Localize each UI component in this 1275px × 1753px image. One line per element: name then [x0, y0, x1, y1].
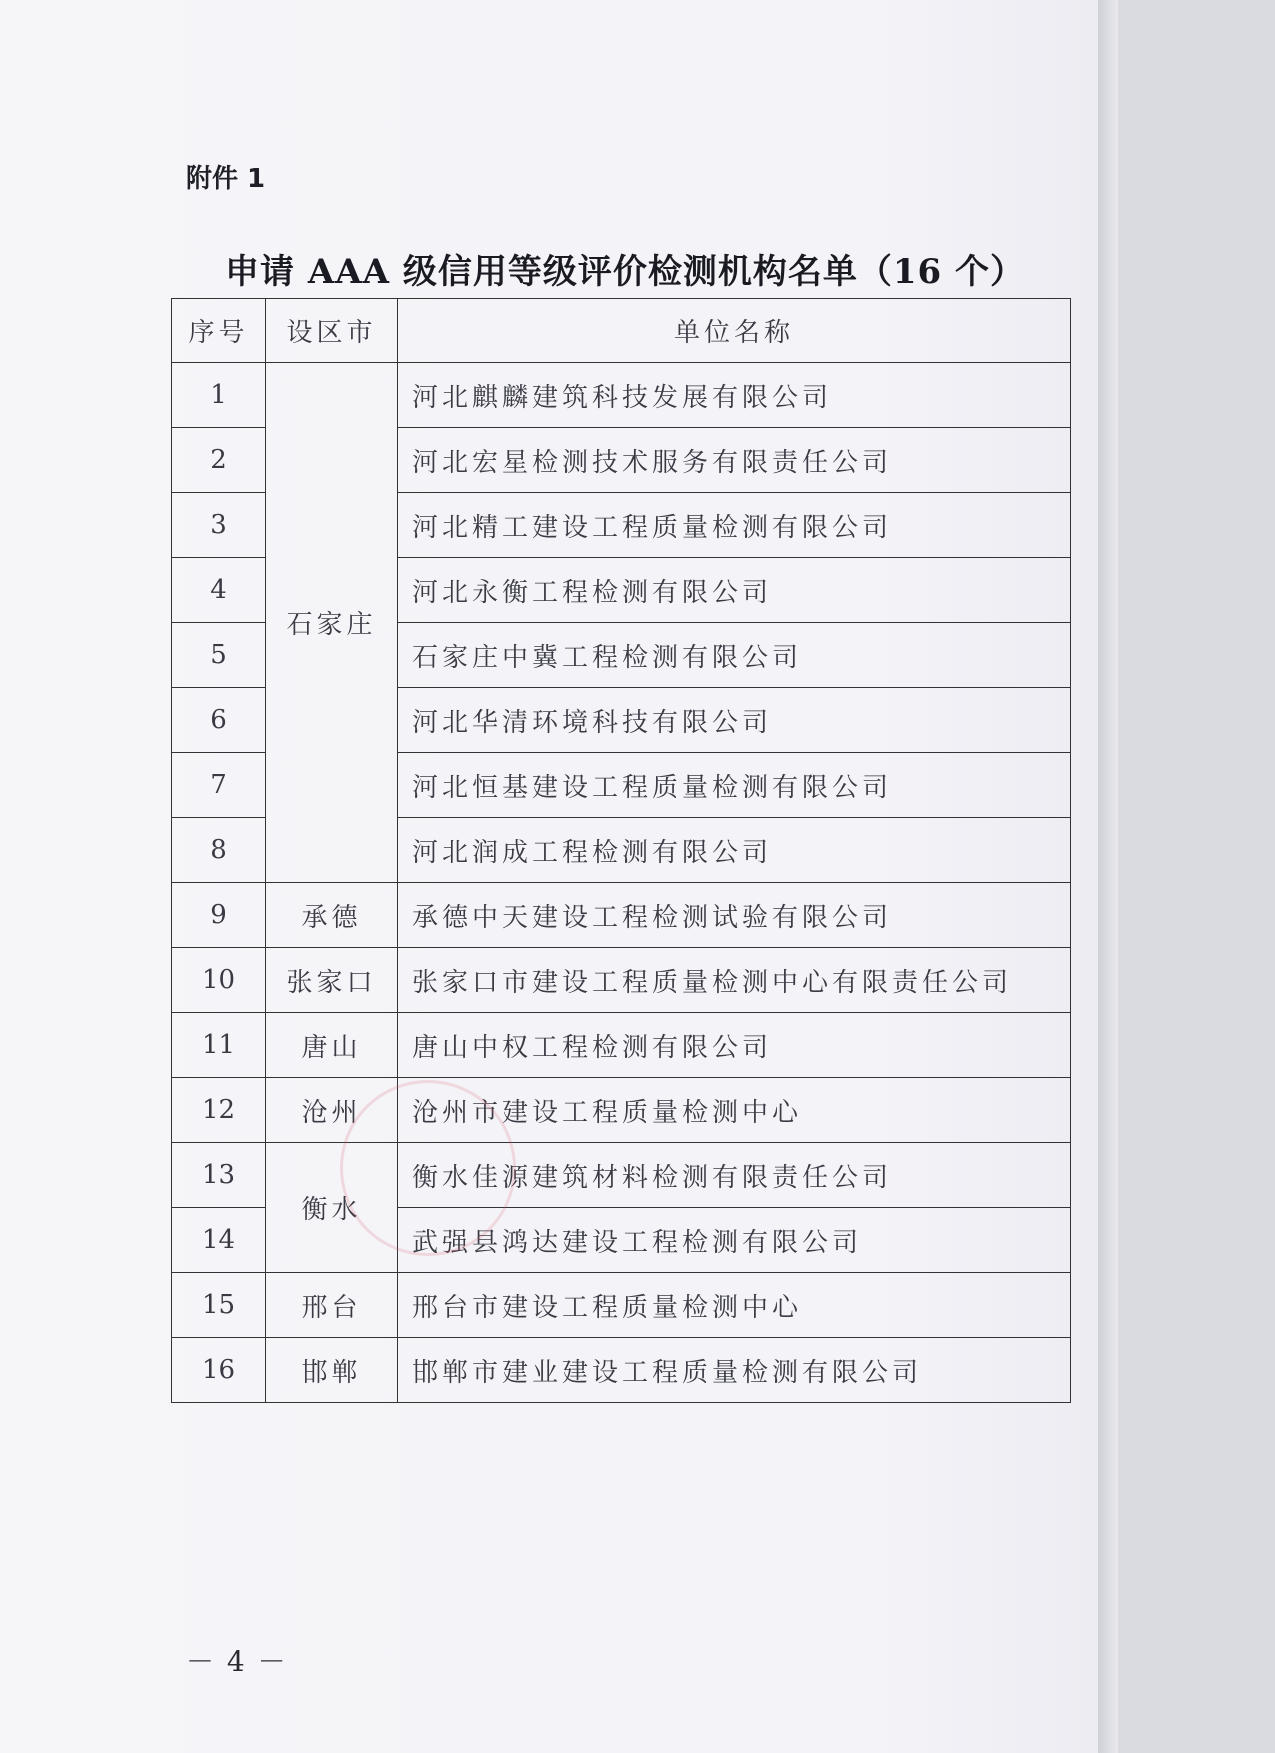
unit-name-cell: 河北永衡工程检测有限公司	[398, 558, 1071, 623]
table-row	[172, 1143, 1071, 1208]
attachment-label: 附件 1	[186, 164, 266, 194]
table-row	[172, 1273, 1071, 1338]
page-number: － 4 －	[186, 1645, 288, 1678]
row-number: 14	[172, 1208, 266, 1273]
city-cell: 石家庄	[266, 363, 398, 883]
table-row	[172, 1078, 1071, 1143]
unit-name-cell: 武强县鸿达建设工程检测有限公司	[398, 1208, 1071, 1273]
row-number: 8	[172, 818, 266, 883]
unit-name-cell: 承德中天建设工程检测试验有限公司	[398, 883, 1071, 948]
city-cell: 邢台	[266, 1273, 398, 1338]
city-cell: 唐山	[266, 1013, 398, 1078]
table-header-row	[172, 299, 1071, 363]
unit-name-cell: 河北宏星检测技术服务有限责任公司	[398, 428, 1071, 493]
row-number: 13	[172, 1143, 266, 1208]
row-number: 16	[172, 1338, 266, 1403]
unit-name-cell: 沧州市建设工程质量检测中心	[398, 1078, 1071, 1143]
row-number: 11	[172, 1013, 266, 1078]
unit-name-cell: 张家口市建设工程质量检测中心有限责任公司	[398, 948, 1071, 1013]
institution-table	[171, 298, 1071, 1403]
header-number: 序号	[172, 299, 266, 363]
row-number: 15	[172, 1273, 266, 1338]
unit-name-cell: 衡水佳源建筑材料检测有限责任公司	[398, 1143, 1071, 1208]
city-cell: 衡水	[266, 1143, 398, 1273]
row-number: 7	[172, 753, 266, 818]
unit-name-cell: 邯郸市建业建设工程质量检测有限公司	[398, 1338, 1071, 1403]
row-number: 6	[172, 688, 266, 753]
table-row	[172, 1013, 1071, 1078]
city-cell: 张家口	[266, 948, 398, 1013]
unit-name-cell: 石家庄中冀工程检测有限公司	[398, 623, 1071, 688]
document-title: 申请 AAA 级信用等级评价检测机构名单（16 个）	[225, 252, 1025, 292]
row-number: 4	[172, 558, 266, 623]
page-edge	[1098, 0, 1118, 1753]
unit-name-cell: 河北恒基建设工程质量检测有限公司	[398, 753, 1071, 818]
unit-name-cell: 河北华清环境科技有限公司	[398, 688, 1071, 753]
table-row	[172, 1338, 1071, 1403]
row-number: 3	[172, 493, 266, 558]
city-cell: 邯郸	[266, 1338, 398, 1403]
unit-name-cell: 河北麒麟建筑科技发展有限公司	[398, 363, 1071, 428]
table-row	[172, 883, 1071, 948]
row-number: 12	[172, 1078, 266, 1143]
unit-name-cell: 河北精工建设工程质量检测有限公司	[398, 493, 1071, 558]
unit-name-cell: 河北润成工程检测有限公司	[398, 818, 1071, 883]
unit-name-cell: 邢台市建设工程质量检测中心	[398, 1273, 1071, 1338]
header-city: 设区市	[266, 299, 398, 363]
table-body	[172, 363, 1071, 1403]
row-number: 1	[172, 363, 266, 428]
table-row	[172, 363, 1071, 428]
header-unit-name: 单位名称	[398, 299, 1071, 363]
city-cell: 沧州	[266, 1078, 398, 1143]
row-number: 2	[172, 428, 266, 493]
row-number: 10	[172, 948, 266, 1013]
city-cell: 承德	[266, 883, 398, 948]
row-number: 9	[172, 883, 266, 948]
unit-name-cell: 唐山中权工程检测有限公司	[398, 1013, 1071, 1078]
row-number: 5	[172, 623, 266, 688]
table-row	[172, 948, 1071, 1013]
